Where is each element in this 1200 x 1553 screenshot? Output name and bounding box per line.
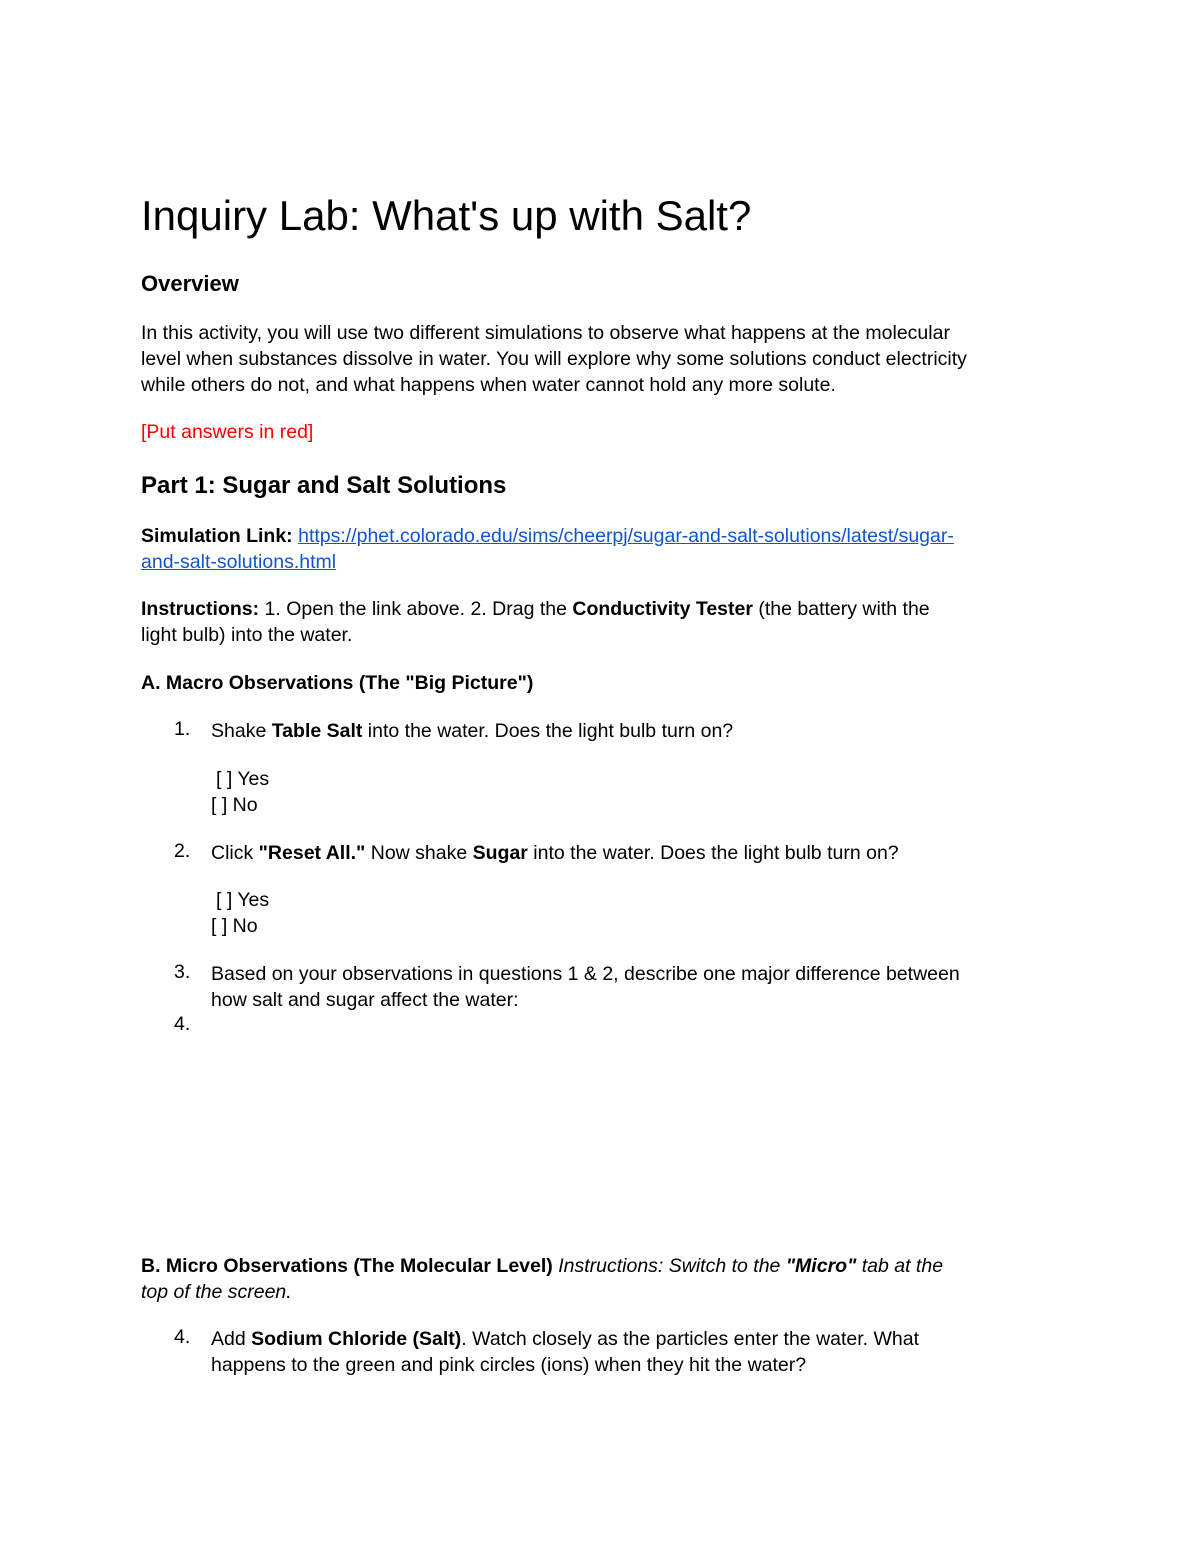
q4-text-c: . Watch closely as the particles enter the water. What bbox=[461, 1328, 920, 1350]
question-3-line-2: how salt and sugar affect the water: bbox=[211, 989, 519, 1011]
instructions-line-1 bbox=[141, 596, 930, 622]
overview-line-3: while others do not, and what happens when water cannot hold any more solute. bbox=[141, 374, 836, 396]
part1-heading: Part 1: Sugar and Salt Solutions bbox=[141, 472, 507, 499]
question-2-number: 2. bbox=[174, 840, 191, 862]
sodium-chloride-term: Sodium Chloride (Salt) bbox=[251, 1328, 462, 1350]
question-4-number: 4. bbox=[174, 1326, 191, 1348]
micro-tab-term: "Micro" bbox=[785, 1255, 857, 1277]
answer-note: [Put answers in red] bbox=[141, 421, 314, 443]
q2-text-a: Click bbox=[211, 842, 259, 864]
overview-heading: Overview bbox=[141, 271, 239, 296]
q1-yes-option[interactable]: [ ] Yes bbox=[216, 768, 270, 790]
question-3-line-1: Based on your observations in questions 1 & 2, describe one major difference between bbox=[211, 963, 960, 985]
section-b-line-2 bbox=[141, 1279, 292, 1305]
section-b-instr-c: top of the screen. bbox=[141, 1281, 292, 1303]
question-1-text bbox=[211, 718, 733, 744]
question-4-line-1 bbox=[211, 1326, 919, 1352]
simulation-link-label: Simulation Link: bbox=[141, 525, 293, 547]
table-salt-term: Table Salt bbox=[271, 720, 363, 742]
section-b-instr-a: Instructions: Switch to the bbox=[552, 1255, 786, 1277]
reset-all-term: "Reset All." bbox=[258, 842, 366, 864]
q1-text-c: into the water. Does the light bulb turn on? bbox=[362, 720, 734, 742]
q1-no-option[interactable]: [ ] No bbox=[211, 794, 258, 816]
simulation-link[interactable]: https://phet.colorado.edu/sims/cheerpj/sugar-and-salt-solutions/latest/sugar- bbox=[298, 525, 954, 547]
page-title: Inquiry Lab: What's up with Salt? bbox=[141, 192, 752, 239]
sugar-term: Sugar bbox=[472, 842, 528, 864]
q1-text-a: Shake bbox=[211, 720, 272, 742]
q4-text-a: Add bbox=[211, 1328, 252, 1350]
q2-text-e: into the water. Does the light bulb turn on? bbox=[527, 842, 899, 864]
instructions-text-b: (the battery with the bbox=[752, 598, 930, 620]
q2-text-c: Now shake bbox=[365, 842, 473, 864]
instructions-text-a: 1. Open the link above. 2. Drag the bbox=[259, 598, 573, 620]
simulation-link-line-2 bbox=[141, 549, 336, 575]
instructions-line-2: light bulb) into the water. bbox=[141, 624, 353, 646]
simulation-link-line bbox=[141, 523, 954, 549]
section-b-title: B. Micro Observations (The Molecular Level) bbox=[141, 1255, 553, 1277]
q2-no-option[interactable]: [ ] No bbox=[211, 915, 258, 937]
q2-yes-option[interactable]: [ ] Yes bbox=[216, 889, 270, 911]
section-a-heading: A. Macro Observations (The "Big Picture") bbox=[141, 672, 534, 694]
conductivity-tester-term: Conductivity Tester bbox=[572, 598, 753, 620]
overview-line-1: In this activity, you will use two different simulations to observe what happens at the molecular bbox=[141, 322, 950, 344]
question-3-number: 3. bbox=[174, 961, 191, 983]
empty-item-number: 4. bbox=[174, 1013, 191, 1035]
question-4-line-2: happens to the green and pink circles (ions) when they hit the water? bbox=[211, 1354, 807, 1376]
section-b-heading bbox=[141, 1253, 943, 1279]
question-1-number: 1. bbox=[174, 718, 191, 740]
question-2-text bbox=[211, 840, 899, 866]
section-b-instr-b: tab at the bbox=[856, 1255, 944, 1277]
overview-line-2: level when substances dissolve in water. You will explore why some solutions conduct electricity bbox=[141, 348, 967, 370]
simulation-link-continued[interactable]: and-salt-solutions.html bbox=[141, 551, 337, 573]
instructions-label: Instructions: bbox=[141, 598, 260, 620]
overview-paragraph bbox=[141, 320, 967, 398]
